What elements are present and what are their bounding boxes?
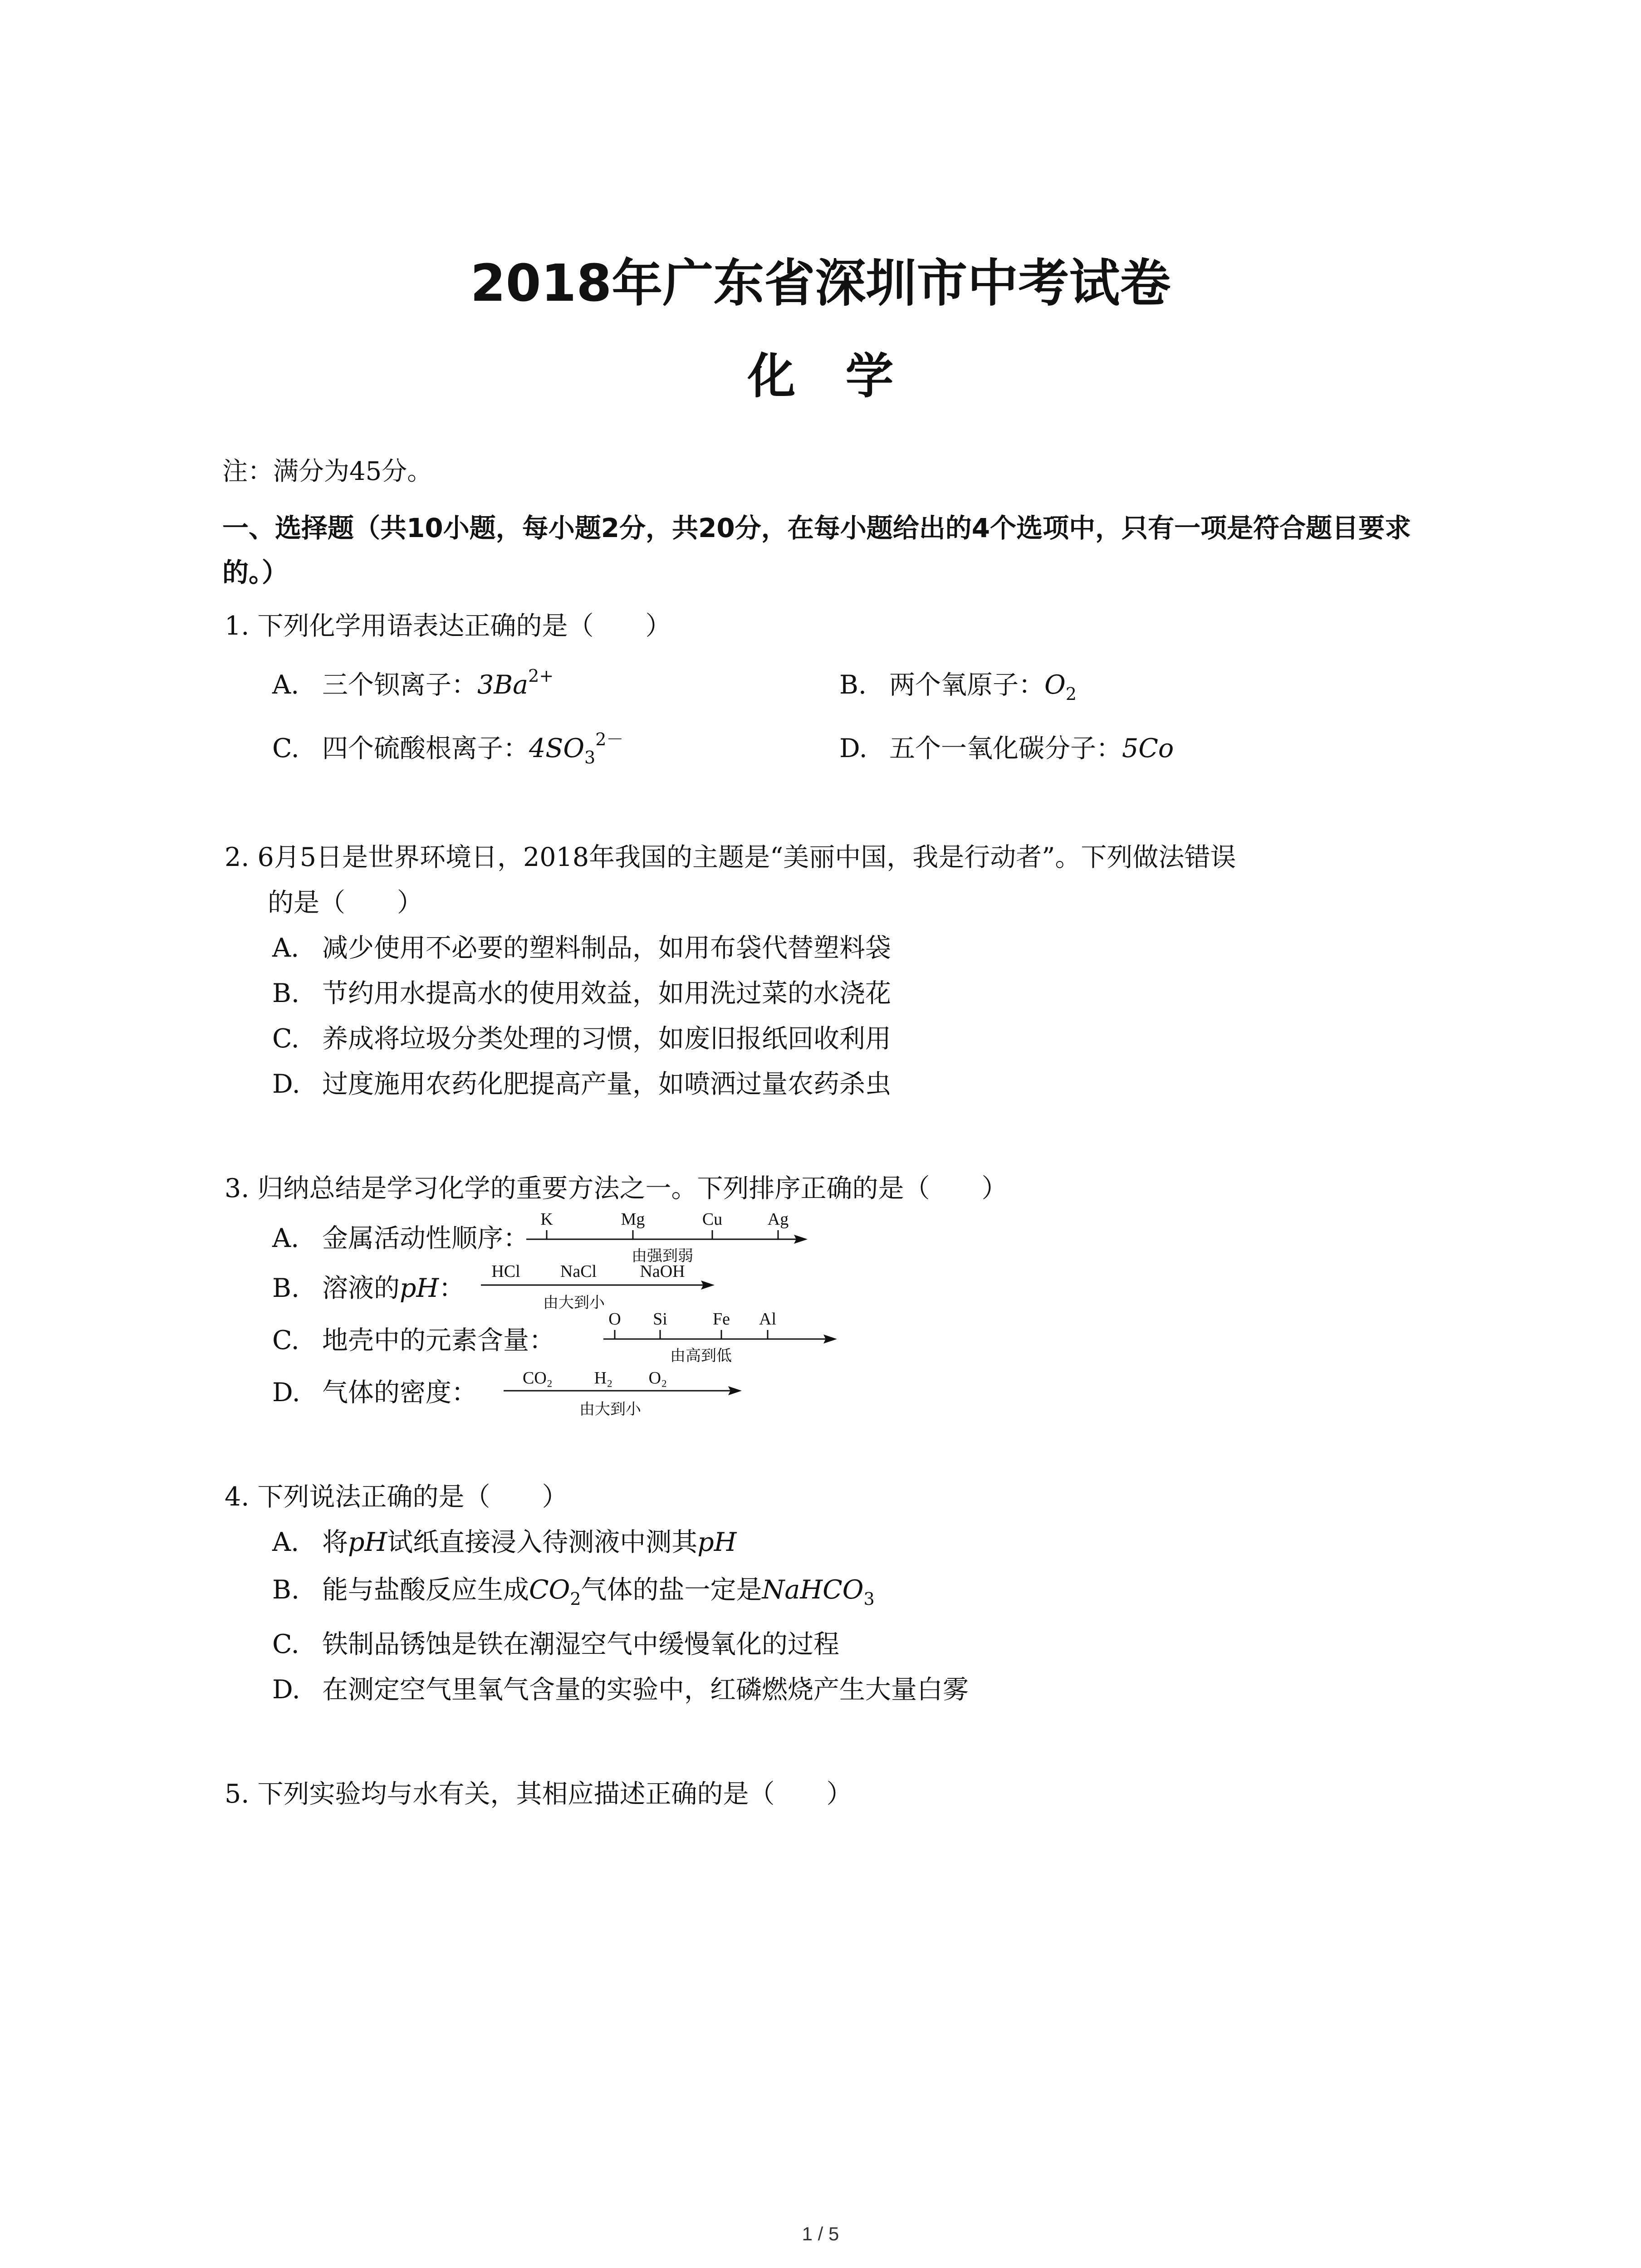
q3-b-item-2: NaOH: [640, 1262, 685, 1281]
q1-option-d: D. 五个一氧化碳分子：5Co: [839, 733, 1174, 763]
q3-option-d: D. 气体的密度：: [272, 1378, 477, 1408]
q3-b-caption: 由大到小: [543, 1294, 605, 1312]
q5-stem: 5. 下列实验均与水有关，其相应描述正确的是（ ）: [225, 1779, 852, 1809]
q1-stem: 1. 下列化学用语表达正确的是（ ）: [225, 611, 671, 641]
q3-a-item-0: K: [540, 1210, 553, 1229]
q3-d-caption: 由大到小: [579, 1400, 641, 1418]
q3-stem: 3. 归纳总结是学习化学的重要方法之一。下列排序正确的是（ ）: [225, 1173, 1008, 1203]
q3-c-item-1: Si: [653, 1310, 667, 1329]
q3-d-item-1: H₂: [594, 1369, 613, 1388]
q3-c-item-2: Fe: [713, 1310, 730, 1329]
score-note: 注：满分为45分。: [222, 457, 433, 486]
q4-option-b: B. 能与盐酸反应生成$CO_2$气体的盐一定是NaHCO$_3$: [272, 1575, 875, 1609]
q2-option-c: C. 养成将垃圾分类处理的习惯，如废旧报纸回收利用: [272, 1024, 891, 1054]
q3-d-diagram: [499, 1365, 753, 1433]
q2-option-a: A. 减少使用不必要的塑料制品，如用布袋代替塑料袋: [272, 933, 891, 963]
subject-title: 化学: [747, 348, 944, 404]
q3-option-b: B. 溶液的pH：: [272, 1273, 465, 1303]
q2-option-b: B. 节约用水提高水的使用效益，如用洗过菜的水浇花: [272, 978, 891, 1008]
q3-option-a: A. 金属活动性顺序：: [272, 1223, 529, 1253]
page-number: 1 / 5: [802, 2223, 839, 2244]
q3-a-item-2: Cu: [702, 1210, 723, 1229]
q3-a-item-1: Mg: [621, 1210, 645, 1229]
q4-option-c: C. 铁制品锈蚀是铁在潮湿空气中缓慢氧化的过程: [272, 1629, 839, 1659]
q3-c-item-0: O: [608, 1310, 621, 1329]
q3-c-caption: 由高到低: [670, 1347, 732, 1365]
q3-c-diagram: [599, 1306, 844, 1374]
q3-b-item-1: NaCl: [560, 1262, 597, 1281]
q1-option-c: C. 四个硫酸根离子：$4SO_3^{2-}$: [272, 729, 624, 767]
q2-stem: 2. 6月5日是世界环境日，2018年我国的主题是“美丽中国，我是行动者”。下列做法错误: [225, 842, 1236, 872]
q3-a-caption: 由强到弱: [632, 1247, 693, 1265]
q3-option-c: C. 地壳中的元素含量：: [272, 1325, 555, 1355]
q4-option-a: A. 将pH试纸直接浸入待测液中测其pH: [272, 1527, 737, 1557]
q3-d-item-2: O₂: [648, 1369, 667, 1388]
q3-d-item-0: CO₂: [522, 1369, 553, 1388]
q2-stem-cont: 的是（ ）: [268, 888, 423, 918]
q4-option-d: D. 在测定空气里氧气含量的实验中，红磷燃烧产生大量白雾: [272, 1675, 969, 1705]
q1-option-a: A. 三个钡离子：$3Ba^{2+}$: [272, 666, 554, 700]
q4-stem: 4. 下列说法正确的是（ ）: [225, 1482, 568, 1512]
section-heading: 一、选择题（共10小题，每小题2分，共20分，在每小题给出的4个选项中，只有一项是符合题目要求的。）: [222, 513, 1411, 588]
q3-a-item-3: Ag: [767, 1210, 789, 1229]
q2-option-d: D. 过度施用农药化肥提高产量，如喷洒过量农药杀虫: [272, 1069, 891, 1099]
q3-b-item-0: HCl: [491, 1262, 520, 1281]
exam-title: 2018年广东省深圳市中考试卷: [470, 254, 1171, 313]
q3-c-item-3: Al: [759, 1310, 776, 1329]
q1-option-b: B. 两个氧原子：$O_2$: [839, 670, 1077, 704]
